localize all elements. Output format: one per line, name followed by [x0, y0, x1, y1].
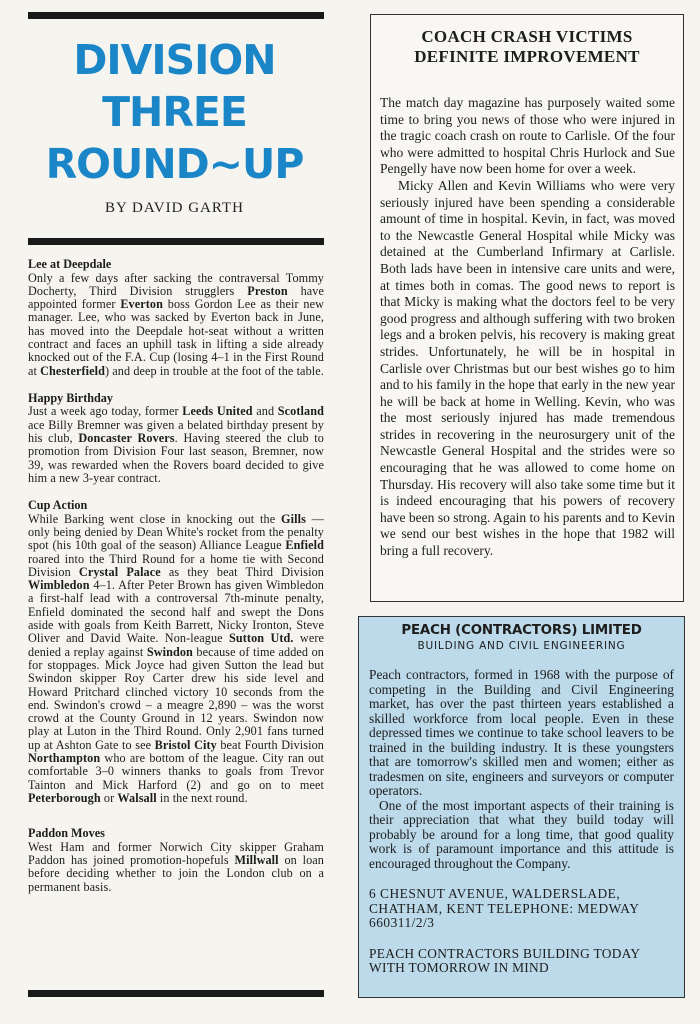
advert-tagline: BUILDING AND CIVIL ENGINEERING	[417, 640, 626, 652]
article-bold-text: Crystal Palace	[78, 564, 161, 579]
article-text: 4–1. After Peter Brown has given Wimbledon a first-half lead with a controversal 7th-minute penalty, Enfield dominated the second half and swept the Dons aside with goals from Keith Barrett, Nicky Ironton, Steve Oliver and David Waite. Non-league	[28, 578, 324, 646]
article-bold-text: Swindon	[146, 644, 193, 659]
article-text: were denied a replay against	[28, 631, 324, 659]
headline-line-1: DIVISION	[73, 36, 276, 84]
article-text: and	[252, 404, 278, 419]
article-body	[28, 405, 324, 485]
article-bold-text: Peterborough	[28, 790, 101, 805]
article-text: boss Gordon Lee as their new manager. Lee, who was sacked by Everton back in June, has moved into the Deepdale hot-seat without a written contract and faces an uphill task in lifting a side already knocked out of the F.A. Cup (losing 4–1 in the First Round at	[28, 297, 324, 378]
article-bold-text: Doncaster Rovers	[78, 430, 175, 445]
article-text: roared into the Third Round for a home tie with Second Division	[28, 551, 324, 579]
article-text: have appointed former	[28, 283, 325, 312]
article-bold-text: Scotland	[277, 404, 324, 419]
article-text: as they beat Third Division	[160, 564, 325, 579]
headline-line-2: THREE	[102, 88, 247, 136]
news-articles	[28, 258, 324, 908]
advert-paragraph-2: One of the most important aspects of their training is their appreciation that what they build today will probably be around for a long time, that good quality work is of paramount importance and this attitude is encouraged throughout the Company.	[369, 797, 674, 871]
news-article	[28, 827, 324, 894]
article-bold-text: Enfield	[285, 538, 324, 553]
article-bold-text: Chesterfield	[40, 363, 105, 378]
news-article	[28, 499, 324, 805]
peach-contractors-advert	[358, 616, 685, 998]
news-article	[28, 392, 324, 485]
coach-crash-body	[371, 67, 683, 560]
article-bold-text: Bristol City	[154, 737, 217, 752]
article-text: or	[100, 790, 118, 805]
coach-crash-paragraph-2: Micky Allen and Kevin Williams who were very seriously injured have been spending a considerable amount of time in hospital. Kevin, in fact, was moved to the Newcastle General Hospital while Micky was detained at the Cumberland Infirmary at Carlisle. Both lads have been in intensive care units and were, at times both in comas. The good news to report is that Micky is making what the doctors feel to be very good progress and although suffering with two broken legs and a broken pelvis, his recovery is making great strides. Unfortunately, he will be in hospital in Carlisle over Christmas but our best wishes go to him and to his family in the hope that early in the new year he will be back at home in Welling. Kevin, who was the most seriously injured has made tremendous strides in recovering in the neurosurgery unit of the Newcastle General Hospital and the strides were so encouraging that he was allowed to come home on Thursday. His recovery will also take some time but it is indeed encouraging that his powers of recovery have been so strong. Again to his parents and to Kevin we send our best wishes in the hope that 1982 will bring a full recovery.	[380, 177, 675, 559]
article-title: Paddon Moves	[28, 826, 105, 841]
advert-company-name: PEACH (CONTRACTORS) LIMITED	[401, 623, 642, 638]
coach-crash-title-line-1: COACH CRASH VICTIMS	[421, 27, 633, 46]
article-title: Happy Birthday	[28, 390, 113, 405]
article-title: Cup Action	[28, 498, 88, 513]
coach-crash-paragraph-1: The match day magazine has purposely waited some time to bring you news of those who were injured in the tragic coach crash on route to Carlisle. Of the four who were admitted to hospital Chris Hurlock and Sue Pengelly have now been home for over a week.	[380, 95, 675, 177]
advert-slogan: PEACH CONTRACTORS BUILDING TODAY WITH TOMORROW IN MIND	[369, 945, 640, 975]
article-text: ace Billy Bremner was given a belated birthday present by his club,	[28, 417, 324, 445]
article-text: on loan before deciding whether to join the London club on a permanent basis.	[28, 852, 324, 894]
news-article	[28, 258, 324, 378]
advert-body	[359, 652, 684, 976]
middle-rule	[28, 238, 324, 245]
article-text: While Barking went close in knocking out the	[28, 511, 282, 526]
coach-crash-title-line-2: DEFINITE IMPROVEMENT	[414, 47, 640, 66]
article-body	[28, 513, 324, 806]
article-bold-text: Sutton Utd.	[229, 631, 294, 646]
article-text: in the next round.	[156, 790, 248, 805]
article-text: ) and deep in trouble at the foot of the table.	[104, 363, 324, 378]
top-rule	[28, 12, 324, 19]
article-text: Only a few days after sacking the contraversal Tommy Docherty, Third Division strugglers	[28, 270, 324, 298]
article-text: Just a week ago today, former	[28, 404, 183, 419]
bottom-rule	[28, 990, 324, 997]
headline-line-3: ROUND~UP	[45, 140, 304, 188]
byline: BY DAVID GARTH	[105, 200, 244, 216]
article-text: . Having steered the club to promotion from Division Four last season, Bremner, now 39, was rewarded when the Rovers board decided to give him a new 3-year contract.	[28, 430, 324, 485]
article-body	[28, 841, 324, 894]
article-body	[28, 272, 324, 378]
roundup-headline	[22, 34, 327, 190]
article-bold-text: Millwall	[234, 852, 279, 867]
coach-crash-article-box	[370, 14, 684, 602]
article-bold-text: Wimbledon	[28, 578, 90, 593]
article-bold-text: Everton	[120, 297, 163, 312]
advert-address: 6 CHESNUT AVENUE, WALDERSLADE, CHATHAM, KENT TELEPHONE: MEDWAY 660311/2/3	[369, 886, 639, 930]
article-bold-text: Leeds United	[182, 404, 253, 419]
article-title: Lee at Deepdale	[28, 257, 112, 271]
article-bold-text: Northampton	[28, 751, 101, 765]
article-text: — only being denied by Dean White's rocket from the penalty spot (his 10th goal of the season) Alliance League	[28, 511, 325, 553]
advert-paragraph-1: Peach contractors, formed in 1968 with the purpose of competing in the Building and Civil Engineering market, has over the past thirteen years established a skilled workforce from local people. Even in these depressed times we continue to take school leavers to be trained in the building industry. It is these youngsters that are tomorrow's skilled men and women; either as tradesmen on site, engineers and surveyors or computer operators.	[369, 667, 674, 798]
coach-crash-title	[371, 27, 683, 67]
article-text: who are bottom of the league. City ran out comfortable 3–0 winners thanks to goals from Trevor Tainton and Mick Harford (2) and go on to meet	[28, 751, 324, 792]
article-bold-text: Gills	[281, 511, 306, 526]
article-text: West Ham and former Norwich City skipper Graham Paddon has joined promotion-hopefuls	[28, 839, 324, 867]
article-bold-text: Walsall	[117, 790, 157, 805]
article-text: because of time added on for stoppages. Mick Joyce had given Sutton the lead but Swindon skipper Roy Carter drew his side level and Howard Pritchard clinched victory 10 seconds from the end. Swindon's crowd – a meagre 2,890 – was the worst crowd at the County Ground in 12 years. Swindon now play at Luton in the Third Round. Only 2,901 fans turned up at Ashton Gate to see	[28, 644, 324, 752]
article-bold-text: Preston	[247, 283, 288, 298]
article-text: beat Fourth Division	[216, 737, 324, 752]
